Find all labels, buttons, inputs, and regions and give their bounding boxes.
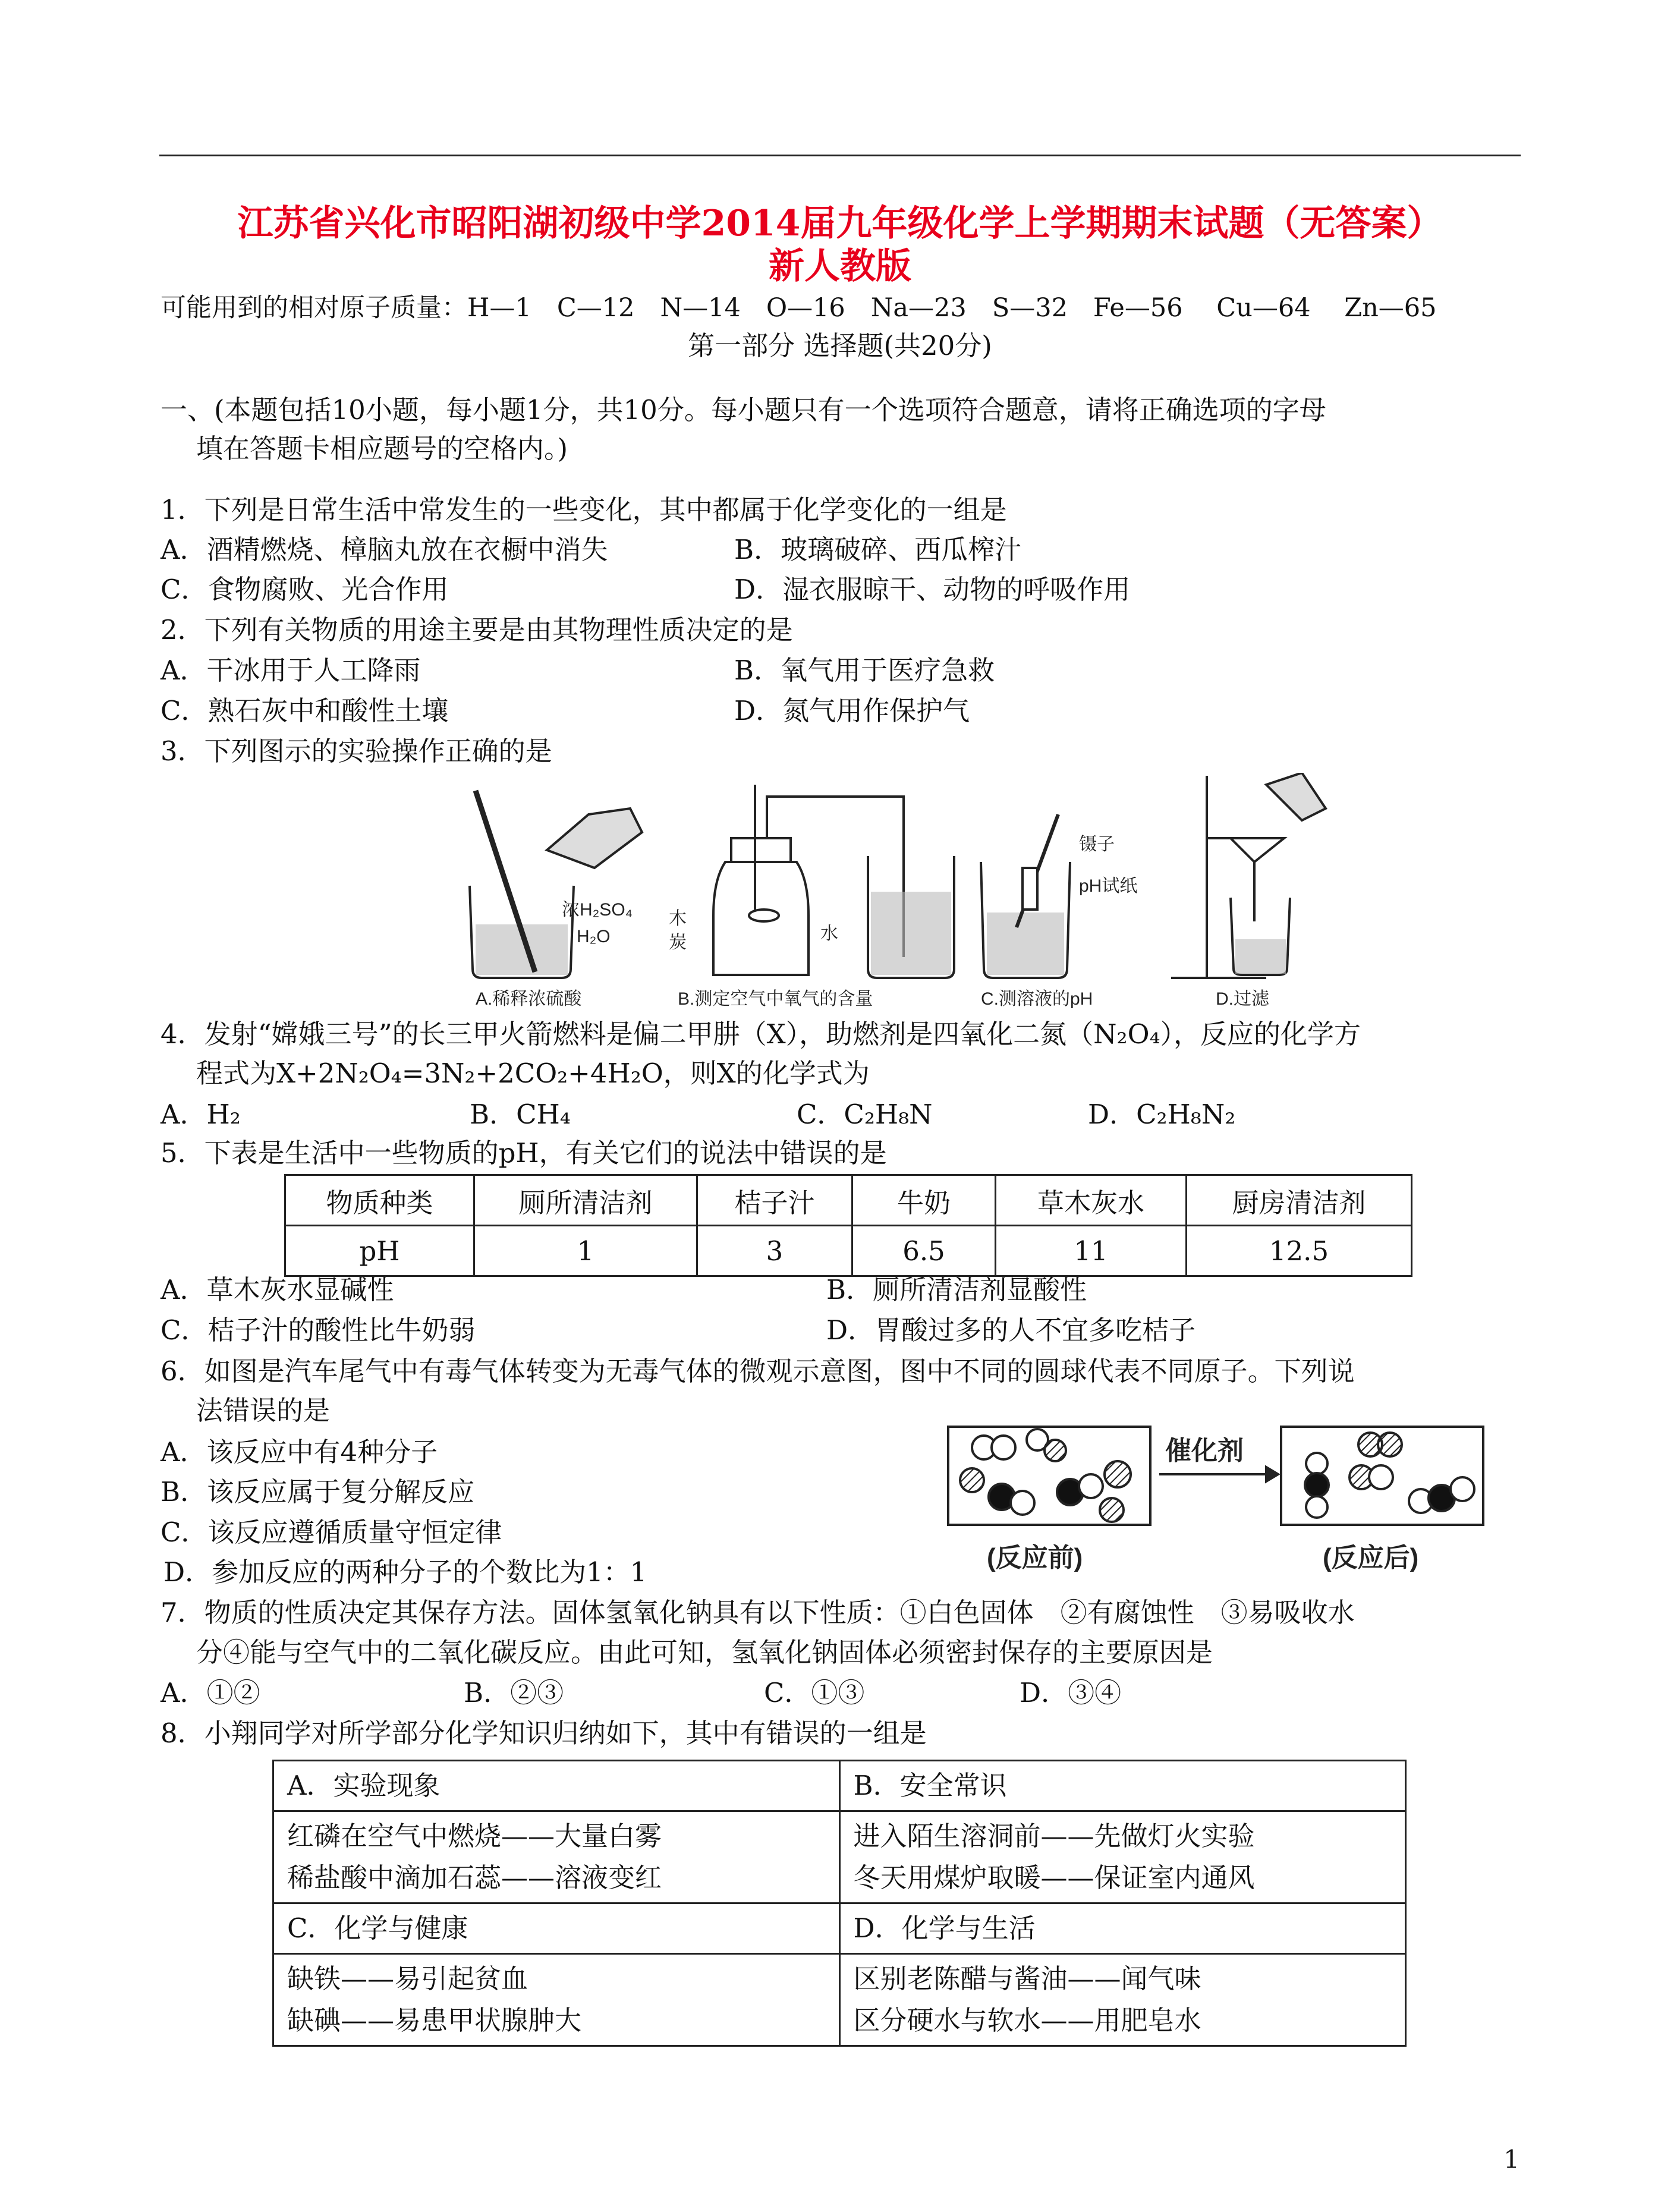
table-cell: A．实验现象 xyxy=(273,1761,840,1811)
q5-option-a: A．草木灰水显碱性 xyxy=(161,1274,394,1305)
q5-option-d: D．胃酸过多的人不宜多吃桔子 xyxy=(826,1314,1196,1346)
q5-stem: 5．下表是生活中一些物质的pH，有关它们的说法中错误的是 xyxy=(161,1137,887,1169)
cell-line: 缺铁——易引起贫血 xyxy=(287,1963,528,1994)
q7-stem-line1: 7．物质的性质决定其保存方法。固体氢氧化钠具有以下性质：①白色固体 ②有腐蚀性 ③易吸收水 xyxy=(161,1597,1355,1628)
q4-option-d: D．C₂H₈N₂ xyxy=(1088,1099,1236,1130)
q5-option-b: B．厕所清洁剂显酸性 xyxy=(826,1274,1087,1305)
q6-option-d: D．参加反应的两种分子的个数比为1：1 xyxy=(163,1556,647,1588)
figure-c-tweezers-label: 镊子 xyxy=(1079,835,1115,854)
table-cell: 草木灰水 xyxy=(996,1175,1187,1226)
q1-stem: 1．下列是日常生活中常发生的一些变化，其中都属于化学变化的一组是 xyxy=(161,494,1007,526)
table-cell: pH xyxy=(285,1226,474,1276)
table-cell: C．化学与健康 xyxy=(273,1903,840,1954)
q5-option-c: C．桔子汁的酸性比牛奶弱 xyxy=(161,1314,476,1346)
table-cell xyxy=(839,1811,1406,1903)
table-cell: 桔子汁 xyxy=(697,1175,852,1226)
table-cell: 厕所清洁剂 xyxy=(474,1175,697,1226)
table-cell: B．安全常识 xyxy=(839,1761,1406,1811)
table-cell: 1 xyxy=(474,1226,697,1276)
catalyst-label: 催化剂 xyxy=(1165,1436,1244,1465)
q4-stem-line1: 4．发射“嫦娥三号”的长三甲火箭燃料是偏二甲肼（X），助燃剂是四氧化二氮（N₂O₄），反应的化学方 xyxy=(161,1018,1361,1050)
table-cell xyxy=(839,1954,1406,2046)
before-label: (反应前) xyxy=(987,1543,1083,1572)
q6-option-c: C．该反应遵循质量守恒定律 xyxy=(161,1516,502,1548)
q4-option-a: A．H₂ xyxy=(161,1099,241,1130)
q4-stem-line2: 程式为X+2N₂O₄=3N₂+2CO₂+4H₂O，则X的化学式为 xyxy=(196,1058,870,1089)
cell-line: 进入陌生溶洞前——先做灯火实验 xyxy=(853,1820,1255,1852)
cell-line: 红磷在空气中燃烧——大量白雾 xyxy=(287,1820,662,1852)
q5-ph-table xyxy=(284,1174,1412,1277)
document-subtitle: 新人教版 xyxy=(769,246,911,287)
after-label: (反应后) xyxy=(1323,1543,1419,1572)
figure-c-ph-test xyxy=(981,814,1137,1009)
figure-b-label-1: 木 xyxy=(669,909,687,929)
table-cell: 11 xyxy=(996,1226,1187,1276)
q8-stem: 8．小翔同学对所学部分化学知识归纳如下，其中有错误的一组是 xyxy=(161,1717,927,1749)
table-cell: 6.5 xyxy=(852,1226,996,1276)
q6-reaction-figure xyxy=(945,1421,1486,1575)
table-cell: 12.5 xyxy=(1187,1226,1412,1276)
atomic-masses: 可能用到的相对原子质量：H—1 C—12 N—14 O—16 Na—23 S—32 Fe—56 Cu—64 Zn—65 xyxy=(161,293,1437,323)
figure-a-acid-label: 浓H₂SO₄ xyxy=(562,900,633,920)
figure-b-water-label: 水 xyxy=(820,924,838,943)
top-rule xyxy=(159,155,1521,156)
table-cell xyxy=(273,1954,840,2046)
figure-d-filtration xyxy=(1171,773,1326,1009)
q3-figure xyxy=(458,773,1338,1011)
document-title: 江苏省兴化市昭阳湖初级中学2014届九年级化学上学期期末试题（无答案） xyxy=(237,203,1443,244)
section1-instruction: 一、(本题包括10小题，每小题1分，共10分。每小题只有一个选项符合题意，请将正确选项的字母 xyxy=(161,394,1326,426)
q2-option-a: A．干冰用于人工降雨 xyxy=(161,655,421,686)
q1-option-a: A．酒精燃烧、樟脑丸放在衣橱中消失 xyxy=(161,534,608,565)
q1-option-c: C．食物腐败、光合作用 xyxy=(161,574,449,605)
table-cell: 牛奶 xyxy=(852,1175,996,1226)
table-row xyxy=(273,1811,1406,1903)
table-row xyxy=(285,1226,1412,1276)
figure-c-caption: C.测溶液的pH xyxy=(981,989,1093,1009)
table-row xyxy=(273,1761,1406,1811)
figure-b-caption: B.测定空气中氧气的含量 xyxy=(678,989,873,1009)
q7-option-a: A．①② xyxy=(161,1677,260,1708)
table-row xyxy=(285,1175,1412,1226)
figure-a-dilute-acid xyxy=(470,791,642,1009)
section1-instruction-cont: 填在答题卡相应题号的空格内。) xyxy=(196,433,568,464)
part1-heading: 第一部分 选择题(共20分) xyxy=(688,330,992,361)
cell-line: 冬天用煤炉取暖——保证室内通风 xyxy=(853,1862,1255,1893)
cell-line: 缺碘——易患甲状腺肿大 xyxy=(287,2005,582,2036)
figure-d-caption: D.过滤 xyxy=(1216,989,1269,1009)
q2-option-b: B．氧气用于医疗急救 xyxy=(734,655,995,686)
page-number: 1 xyxy=(1503,2145,1519,2174)
q1-option-d: D．湿衣服晾干、动物的呼吸作用 xyxy=(734,574,1131,605)
table-cell: 物质种类 xyxy=(285,1175,474,1226)
figure-a-water-label: H₂O xyxy=(577,927,611,946)
q6-stem-line2: 法错误的是 xyxy=(196,1395,331,1426)
q6-stem-line1: 6．如图是汽车尾气中有毒气体转变为无毒气体的微观示意图，图中不同的圆球代表不同原子。下列说 xyxy=(161,1355,1355,1387)
q7-option-d: D．③④ xyxy=(1020,1677,1122,1708)
q6-option-b: B．该反应属于复分解反应 xyxy=(161,1476,475,1508)
table-cell: 3 xyxy=(697,1226,852,1276)
q7-stem-line2: 分④能与空气中的二氧化碳反应。由此可知，氢氧化钠固体必须密封保存的主要原因是 xyxy=(196,1637,1213,1668)
table-row xyxy=(273,1954,1406,2046)
table-cell xyxy=(273,1811,840,1903)
cell-line: 区别老陈醋与酱油——闻气味 xyxy=(853,1963,1201,1994)
q7-option-c: C．①③ xyxy=(764,1677,865,1708)
cell-line: 稀盐酸中滴加石蕊——溶液变红 xyxy=(287,1862,662,1893)
q3-stem: 3．下列图示的实验操作正确的是 xyxy=(161,735,552,767)
table-cell: D．化学与生活 xyxy=(839,1903,1406,1954)
q2-option-c: C．熟石灰中和酸性土壤 xyxy=(161,695,449,726)
q4-option-b: B．CH₄ xyxy=(470,1099,571,1130)
table-cell: 厨房清洁剂 xyxy=(1187,1175,1412,1226)
figure-a-caption: A.稀释浓硫酸 xyxy=(476,989,582,1009)
q2-option-d: D．氮气用作保护气 xyxy=(734,695,970,726)
figure-c-paper-label: pH试纸 xyxy=(1079,876,1138,896)
table-row xyxy=(273,1903,1406,1954)
figure-b-oxygen-test xyxy=(669,785,954,1009)
cell-line: 区分硬水与软水——用肥皂水 xyxy=(853,2005,1201,2036)
q8-knowledge-table xyxy=(272,1760,1407,2047)
figure-b-label-2: 炭 xyxy=(669,933,687,952)
q7-option-b: B．②③ xyxy=(464,1677,564,1708)
q2-stem: 2．下列有关物质的用途主要是由其物理性质决定的是 xyxy=(161,614,793,646)
q1-option-b: B．玻璃破碎、西瓜榨汁 xyxy=(734,534,1022,565)
q6-option-a: A．该反应中有4种分子 xyxy=(161,1436,438,1468)
q4-option-c: C．C₂H₈N xyxy=(797,1099,933,1130)
